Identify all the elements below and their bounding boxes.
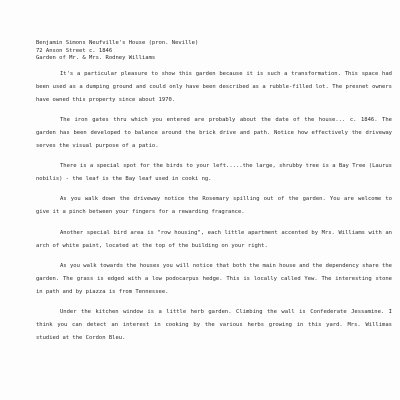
paragraph-houses-hedge: As you walk towards the houses you will notice that both the main house and the dependency share the garden. The grass is edged with a low podocarpus hedge. This is locally called Yew. The interesting stone in path and by piazza is from Tennessee. — [36, 262, 392, 295]
paragraph-transformation: It's a particular pleasure to show this garden because it is such a transformation. This space had been used as a dumping ground and could only have been described as a rubble-filled lot. The presnet owners have owned this property since about 1970. — [36, 70, 392, 103]
paragraph-herb-garden: Under the kitchen window is a little herb garden. Climbing the wall is Confederate Jessamine. I think you can detect an interest in cooking by the various herbs growing in this yard. Mrs. Willimas studied at the Cordon Bleu. — [36, 308, 392, 341]
address-line: 72 Anson Street c. 1846 — [36, 47, 113, 54]
paragraph-row-housing: Another special bird area is "row housing", each little apartment accented by Mrs. Williams with an arch of white paint, located at the top of the building on your right. — [36, 229, 392, 249]
paragraph-iron-gates: The iron gates thru which you entered are probably about the date of the house... c. 1846. The garden has been developed to balance around the brick drive and path. Notice how effectively the driveway serves the visual purpose of a patio. — [36, 116, 392, 149]
house-title: Benjamin Simons Neufville's House (pron. Neville) — [36, 40, 199, 46]
document-header — [36, 40, 392, 63]
document-body — [36, 40, 392, 352]
paragraph-rosemary: As you walk down the driveway notice the Rosemary spilling out of the garden. You are welcome to give it a pinch between your fingers for a rewarding fragrance. — [36, 196, 392, 216]
paragraph-bay-tree: There is a special spot for the birds to your left.....the large, shrubby tree is a Bay Tree (Laurus nobilis) - the leaf is the Bay leaf used in cooki ng. — [36, 163, 392, 183]
garden-owner-line: Garden of Mr. & Mrs. Rodney Williams — [36, 55, 156, 62]
